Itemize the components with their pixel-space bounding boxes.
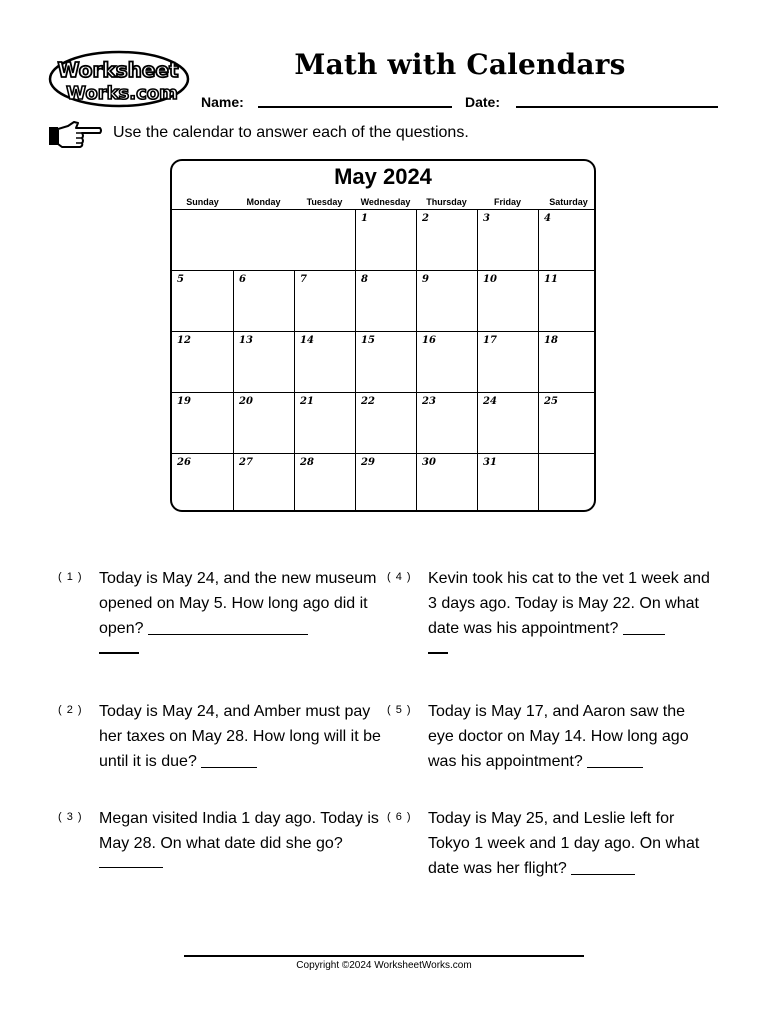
date-label: Date: — [465, 94, 501, 110]
weekday-label: Friday — [493, 197, 521, 207]
calendar-day-cell — [233, 270, 294, 331]
page-title: Math with Calendars — [294, 48, 626, 81]
calendar-day-cell — [416, 270, 477, 331]
day-number: 31 — [483, 457, 497, 468]
calendar-day-cell — [294, 270, 355, 331]
question-text: Today is May 25, and Leslie left for Tokyo 1 week and 1 day ago. On what date was her flight? — [428, 810, 700, 877]
instruction-text: Use the calendar to answer each of the questions. — [113, 124, 469, 141]
answer-blank-4[interactable] — [623, 618, 665, 635]
day-number: 9 — [422, 274, 429, 285]
day-number: 20 — [239, 396, 253, 407]
calendar-day-cell — [416, 392, 477, 453]
day-number: 22 — [361, 396, 375, 407]
logo-line1: Worksheet — [57, 58, 179, 82]
weekday-label: Saturday — [549, 197, 588, 207]
footer-divider — [184, 955, 584, 957]
day-number: 11 — [544, 274, 558, 285]
day-number: 18 — [544, 335, 558, 346]
calendar-day-cell — [294, 392, 355, 453]
calendar-day-cell — [416, 453, 477, 512]
calendar-day-cell — [233, 331, 294, 392]
question-number: ( 2 ) — [58, 704, 83, 716]
calendar-day-cell — [477, 209, 538, 270]
question-1 — [99, 566, 383, 654]
calendar-day-cell — [294, 331, 355, 392]
day-number: 30 — [422, 457, 436, 468]
day-number: 8 — [361, 274, 368, 285]
question-number: ( 1 ) — [58, 571, 83, 583]
calendar-day-cell — [294, 453, 355, 512]
answer-blank-1[interactable] — [148, 618, 308, 635]
question-text: Today is May 17, and Aaron saw the eye doctor on May 14. How long ago was his appointment? — [428, 703, 689, 770]
question-text: Today is May 24, and the new museum opened on May 5. How long ago did it open? — [99, 570, 377, 637]
calendar-day-cell — [355, 453, 416, 512]
calendar-day-cell — [538, 209, 596, 270]
answer-blank-2[interactable] — [201, 751, 257, 768]
day-number: 14 — [300, 335, 314, 346]
calendar-day-cell — [538, 331, 596, 392]
day-number: 15 — [361, 335, 375, 346]
calendar-empty-cell — [172, 209, 355, 270]
day-number: 2 — [422, 213, 429, 224]
calendar-day-cell — [355, 209, 416, 270]
answer-blank-1-cont[interactable] — [99, 652, 139, 654]
calendar-day-cell — [477, 270, 538, 331]
calendar-day-cell — [416, 209, 477, 270]
question-text: Kevin took his cat to the vet 1 week and 3 days ago. Today is May 22. On what date was his appointment? — [428, 570, 710, 637]
answer-blank-4-cont[interactable] — [428, 652, 448, 654]
question-number: ( 6 ) — [387, 811, 412, 823]
day-number: 26 — [177, 457, 191, 468]
calendar-day-cell — [233, 453, 294, 512]
day-number: 4 — [544, 213, 551, 224]
weekday-label: Wednesday — [360, 197, 411, 207]
calendar-day-cell — [477, 331, 538, 392]
question-2 — [99, 699, 383, 774]
day-number: 27 — [239, 457, 253, 468]
day-number: 13 — [239, 335, 253, 346]
answer-blank-5[interactable] — [587, 751, 643, 768]
question-text: Megan visited India 1 day ago. Today is May 28. On what date did she go? — [99, 810, 379, 852]
day-number: 24 — [483, 396, 497, 407]
question-number: ( 4 ) — [387, 571, 412, 583]
day-number: 29 — [361, 457, 375, 468]
question-text: Today is May 24, and Amber must pay her taxes on May 28. How long will it be until it is due? — [99, 703, 381, 770]
weekday-label: Monday — [246, 197, 281, 207]
day-number: 23 — [422, 396, 436, 407]
question-number: ( 5 ) — [387, 704, 412, 716]
day-number: 19 — [177, 396, 191, 407]
calendar-day-cell — [355, 392, 416, 453]
answer-blank-6[interactable] — [571, 858, 635, 875]
calendar-day-cell — [172, 392, 233, 453]
day-number: 16 — [422, 335, 436, 346]
calendar-empty-cell — [538, 453, 596, 512]
calendar-day-cell — [538, 270, 596, 331]
weekday-label: Tuesday — [306, 197, 343, 207]
name-label: Name: — [201, 94, 244, 110]
pointing-hand-icon — [48, 121, 102, 149]
calendar-day-cell — [538, 392, 596, 453]
logo-line2: Works.com — [66, 83, 178, 104]
calendar-day-cell — [355, 331, 416, 392]
day-number: 5 — [177, 274, 184, 285]
day-number: 3 — [483, 213, 490, 224]
question-6 — [428, 806, 712, 881]
calendar-title: May 2024 — [334, 164, 432, 189]
day-number: 21 — [300, 396, 314, 407]
calendar-day-cell — [233, 392, 294, 453]
copyright-text: Copyright ©2024 WorksheetWorks.com — [296, 960, 472, 971]
calendar — [170, 159, 596, 512]
worksheetworks-logo — [48, 50, 190, 108]
question-number: ( 3 ) — [58, 811, 83, 823]
weekday-label: Sunday — [186, 197, 219, 207]
day-number: 12 — [177, 335, 191, 346]
question-5 — [428, 699, 712, 774]
date-field[interactable] — [516, 106, 718, 108]
calendar-day-cell — [477, 453, 538, 512]
question-3 — [99, 806, 383, 868]
calendar-day-cell — [172, 453, 233, 512]
answer-blank-3[interactable] — [99, 867, 163, 868]
calendar-day-cell — [172, 331, 233, 392]
question-4 — [428, 566, 712, 654]
day-number: 25 — [544, 396, 558, 407]
weekday-label: Thursday — [426, 197, 467, 207]
calendar-day-cell — [477, 392, 538, 453]
day-number: 1 — [361, 213, 368, 224]
name-field[interactable] — [258, 106, 452, 108]
day-number: 28 — [300, 457, 314, 468]
day-number: 7 — [300, 274, 307, 285]
day-number: 6 — [239, 274, 246, 285]
calendar-grid — [172, 209, 596, 512]
calendar-day-cell — [416, 331, 477, 392]
calendar-day-cell — [172, 270, 233, 331]
day-number: 10 — [483, 274, 497, 285]
calendar-day-cell — [355, 270, 416, 331]
day-number: 17 — [483, 335, 497, 346]
